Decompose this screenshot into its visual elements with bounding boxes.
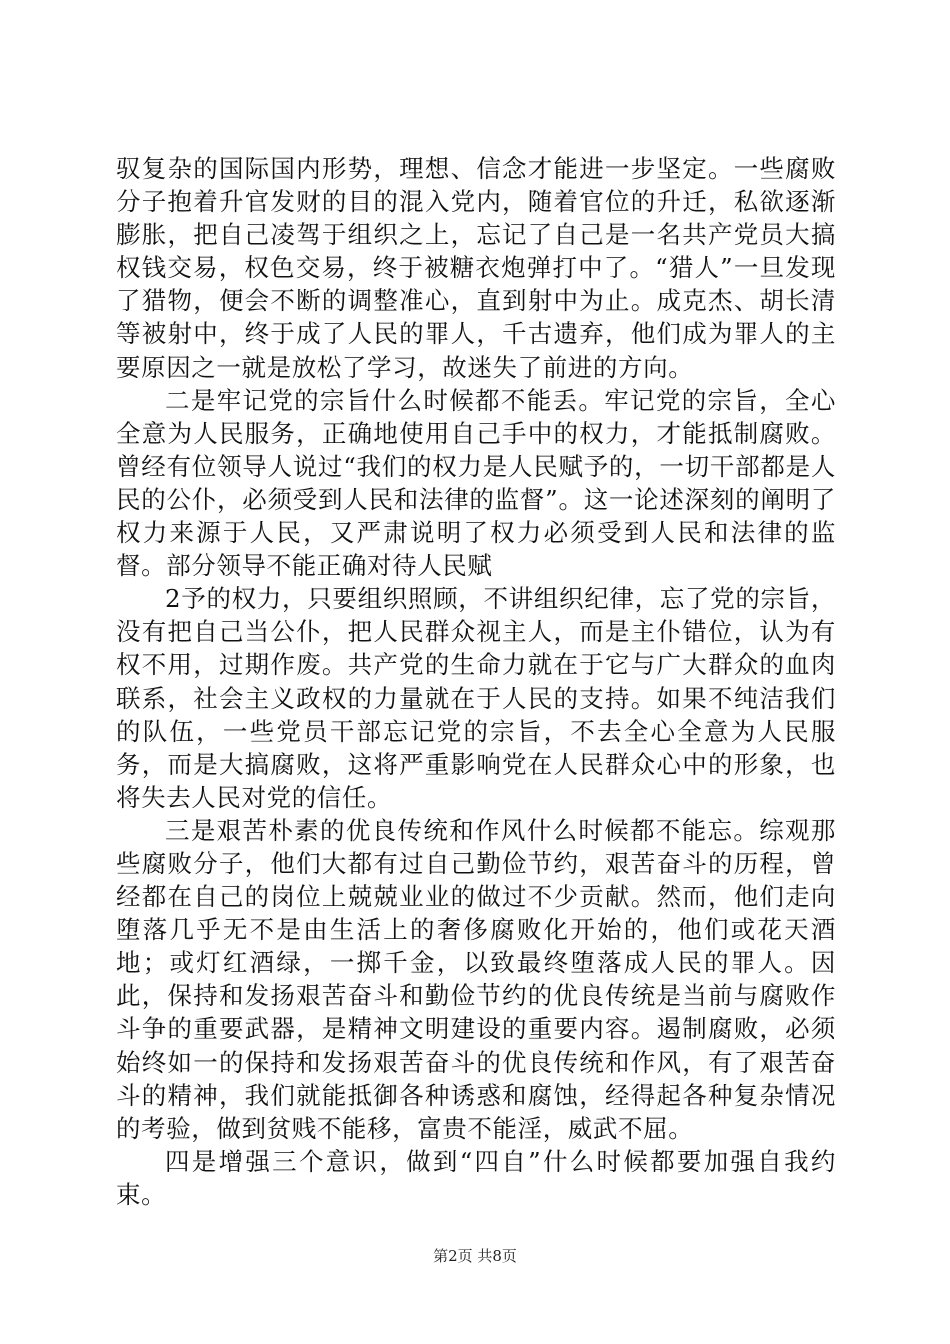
paragraph-2: 二是牢记党的宗旨什么时候都不能丢。牢记党的宗旨，全心全意为人民服务，正确地使用自己手中的权力，才能抵制腐败。曾经有位领导人说过“我们的权力是人民赋予的，一切干部都是人民的公仆，必须受到人民和法律的监督”。这一论述深刻的阐明了权力来源于人民，又严肃说明了权力必须受到人民和法律的监督。部分领导不能正确对待人民赋 [116,385,836,581]
paragraph-4: 三是艰苦朴素的优良传统和作风什么时候都不能忘。综观那些腐败分子，他们大都有过自己勤俭节约，艰苦奋斗的历程，曾经都在自己的岗位上兢兢业业的做过不少贡献。然而，他们走向堕落几乎无不是由生活上的奢侈腐败化开始的，他们或花天酒地；或灯红酒绿，一掷千金，以致最终堕落成人民的罪人。因此，保持和发扬艰苦奋斗和勤俭节约的优良传统是当前与腐败作斗争的重要武器，是精神文明建设的重要内容。遏制腐败，必须始终如一的保持和发扬艰苦奋斗的优良传统和作风，有了艰苦奋斗的精神，我们就能抵御各种诱惑和腐蚀，经得起各种复杂情况的考验，做到贫贱不能移，富贵不能淫，威武不屈。 [116,815,836,1143]
paragraph-5: 四是增强三个意识，做到“四自”什么时候都要加强自我约束。 [116,1146,836,1209]
page-footer: 第2页 共8页 [433,1247,517,1265]
document-body [116,152,836,1211]
paragraph-1: 驭复杂的国际国内形势，理想、信念才能进一步坚定。一些腐败分子抱着升官发财的目的混入党内，随着官位的升迁，私欲逐渐膨胀，把自己凌驾于组织之上，忘记了自己是一名共产党员大搞权钱交易，权色交易，终于被糖衣炮弹打中了。“猎人”一旦发现了猎物，便会不断的调整准心，直到射中为止。成克杰、胡长清等被射中，终于成了人民的罪人，千古遗弃，他们成为罪人的主要原因之一就是放松了学习，故迷失了前进的方向。 [116,154,836,382]
paragraph-3: 2予的权力，只要组织照顾，不讲组织纪律，忘了党的宗旨，没有把自己当公仆，把人民群众视主人，而是主仆错位，认为有权不用，过期作废。共产党的生命力就在于它与广大群众的血肉联系，社会主义政权的力量就在于人民的支持。如果不纯洁我们的队伍，一些党员干部忘记党的宗旨，不去全心全意为人民服务，而是大搞腐败，这将严重影响党在人民群众心中的形象，也将失去人民对党的信任。 [116,584,836,812]
